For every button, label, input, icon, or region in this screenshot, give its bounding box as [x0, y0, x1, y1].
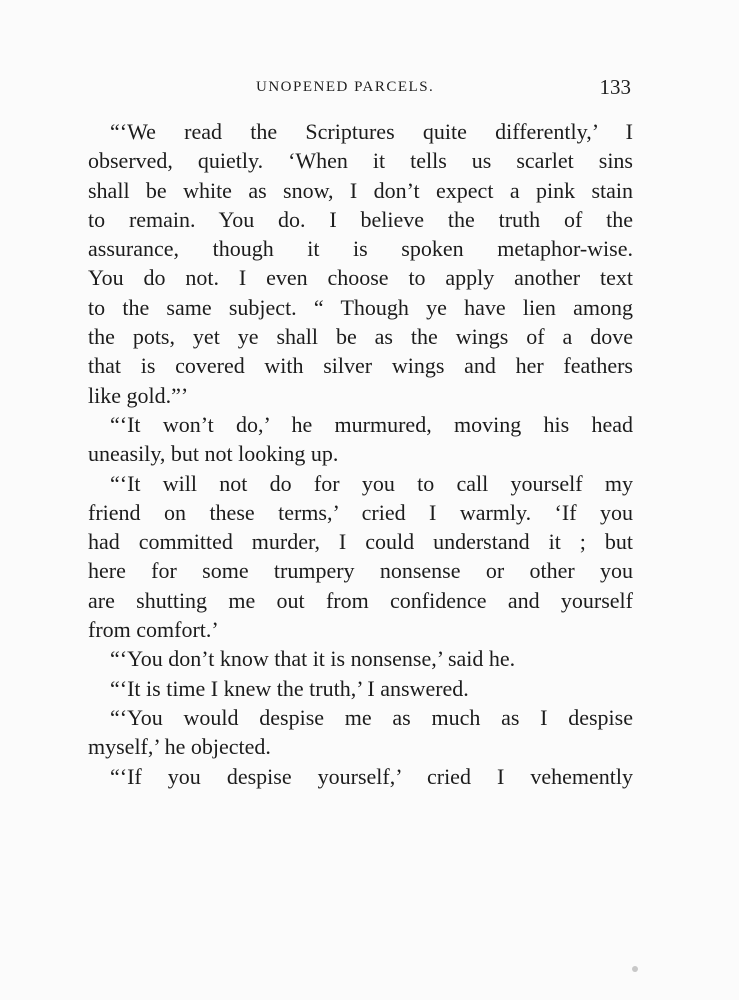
text-line: like gold.”’	[88, 382, 189, 408]
running-header	[88, 77, 633, 101]
text-line: to the same subject. “ Though ye have lien among	[88, 294, 633, 320]
text-line: that is covered with silver wings and her feathers	[88, 353, 633, 379]
text-line: observed, quietly. ‘When it tells us scarlet sins	[88, 148, 633, 174]
text-line: “‘It is time I knew the truth,’ I answered.	[110, 675, 469, 701]
text-line: “‘It won’t do,’ he murmured, moving his head	[110, 411, 633, 437]
running-title: UNOPENED PARCELS.	[256, 79, 435, 95]
text-line: “‘You would despise me as much as I despise	[110, 704, 633, 730]
text-line: uneasily, but not looking up.	[88, 441, 339, 467]
text-line: You do not. I even choose to apply another text	[88, 265, 633, 291]
text-line: shall be white as snow, I don’t expect a pink stain	[88, 177, 633, 203]
text-line: “‘It will not do for you to call yourself my	[110, 470, 633, 496]
text-line: from comfort.’	[88, 617, 219, 643]
page-number: 133	[599, 75, 631, 99]
text-line: “‘You don’t know that it is nonsense,’ said he.	[110, 646, 516, 672]
text-line: had committed murder, I could understand it ; but	[88, 529, 633, 555]
text-line: “‘We read the Scriptures quite differently,’ I	[110, 119, 633, 144]
text-line: to remain. You do. I believe the truth of the	[88, 206, 633, 232]
paper-speck	[632, 966, 638, 972]
text-line: assurance, though it is spoken metaphor-wise.	[88, 236, 633, 262]
body-text	[88, 117, 633, 791]
text-line: friend on these terms,’ cried I warmly. ‘If you	[88, 499, 633, 525]
text-line: the pots, yet ye shall be as the wings of a dove	[88, 324, 633, 350]
text-line: here for some trumpery nonsense or other you	[88, 558, 633, 584]
text-line: are shutting me out from confidence and yourself	[88, 587, 633, 613]
text-line: “‘If you despise yourself,’ cried I vehemently	[110, 763, 633, 789]
text-line: myself,’ he objected.	[88, 734, 271, 760]
